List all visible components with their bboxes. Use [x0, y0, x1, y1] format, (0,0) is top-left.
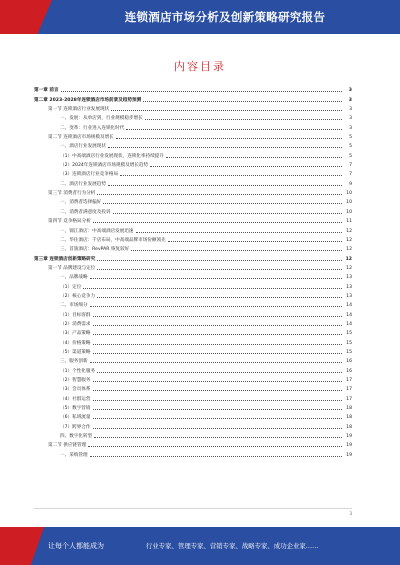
- toc-dot-leader: [143, 101, 342, 102]
- toc-entry-page: 10: [346, 209, 352, 215]
- toc-entry-page: 16: [346, 359, 352, 365]
- toc-dot-leader: [120, 175, 342, 176]
- toc-entry[interactable]: [34, 93, 352, 102]
- toc-entry-page: 19: [346, 434, 352, 440]
- toc-entry-text: （3）连锁酒店行业竞争格局: [60, 172, 119, 178]
- toc-entry-text: （1）中高端酒店行业发展现状，连锁化率持续提升: [60, 153, 164, 159]
- toc-entry-page: 12: [346, 228, 352, 234]
- toc-dot-leader: [90, 306, 342, 307]
- toc-entry-text: 第一节 品牌建设与定位: [48, 265, 96, 271]
- toc-dot-leader: [93, 400, 343, 401]
- toc-entry-page: 17: [346, 378, 352, 383]
- toc-entry-page: 3: [348, 88, 352, 94]
- toc-dot-leader: [93, 222, 342, 223]
- toc-entry-page: 13: [346, 275, 352, 281]
- toc-entry[interactable]: [34, 243, 352, 252]
- toc-entry-text: （2）2024年连锁酒店市场规模及增长趋势: [60, 163, 149, 169]
- toc-entry[interactable]: [34, 392, 352, 401]
- toc-entry-text: （5）数字营销: [60, 406, 91, 412]
- toc-dot-leader: [90, 456, 342, 457]
- toc-entry-page: 14: [346, 312, 352, 318]
- toc-entry[interactable]: [34, 224, 352, 233]
- toc-dot-leader: [88, 446, 342, 447]
- toc-entry[interactable]: [34, 121, 352, 130]
- toc-entry-page: 10: [346, 200, 352, 206]
- toc-entry[interactable]: [34, 112, 352, 121]
- toc-entry[interactable]: [34, 308, 352, 317]
- toc-entry[interactable]: [34, 430, 352, 439]
- toc-entry-text: （1）目标客群: [60, 312, 91, 318]
- toc-entry[interactable]: [34, 196, 352, 205]
- toc-dot-leader: [108, 185, 342, 186]
- toc-entry-text: （4）社群运营: [60, 396, 91, 402]
- toc-entry-page: 19: [346, 452, 352, 458]
- toc-entry-text: 一、锦江酒店：中高端酒店发展迅速: [60, 228, 134, 234]
- toc-entry[interactable]: [34, 252, 352, 261]
- toc-entry-page: 17: [346, 396, 352, 402]
- toc-entry-text: （2）消费需求: [60, 321, 91, 327]
- toc-entry-page: 3: [349, 125, 352, 131]
- toc-entry[interactable]: [34, 140, 352, 149]
- toc-entry[interactable]: [34, 159, 352, 168]
- toc-entry[interactable]: [34, 299, 352, 308]
- footer-tagline: 行业专家、管理专家、营销专家、战略专家、成功企业家……: [146, 542, 319, 550]
- toc-entry-page: 5: [349, 144, 352, 150]
- toc-dot-leader: [93, 344, 343, 345]
- toc-entry-page: 3: [349, 116, 352, 122]
- toc-entry-page: 5: [349, 153, 352, 159]
- page-number: 3: [349, 511, 352, 516]
- toc-dot-leader: [97, 269, 342, 270]
- toc-entry[interactable]: [34, 103, 352, 112]
- toc-entry[interactable]: [34, 402, 352, 411]
- toc-entry[interactable]: [34, 327, 352, 336]
- toc-entry[interactable]: [34, 271, 352, 280]
- toc-dot-leader: [83, 288, 342, 289]
- toc-entry-text: 第一章 前言: [34, 88, 59, 94]
- toc-entry-text: （2）智慧服务: [60, 378, 91, 383]
- toc-entry[interactable]: [34, 215, 352, 224]
- toc-entry-text: 第二节 连锁酒店市场规模及增长: [48, 135, 114, 141]
- toc-entry-text: 一、品牌战略: [60, 275, 88, 281]
- toc-entry[interactable]: [34, 364, 352, 373]
- toc-entry[interactable]: [34, 280, 352, 289]
- toc-dot-leader: [111, 110, 342, 111]
- toc-entry-text: 二、消费者满意度及投诉: [60, 209, 111, 215]
- toc-entry-page: 15: [346, 331, 352, 337]
- toc-entry-text: （5）渠道策略: [60, 349, 91, 355]
- toc-dot-leader: [93, 428, 343, 429]
- toc-entry-text: 一、采购管理: [60, 452, 88, 458]
- toc-entry-page: 14: [346, 303, 352, 309]
- toc-entry-text: 第三章 连锁酒店创新策略研究: [34, 256, 96, 262]
- table-of-contents: [34, 84, 352, 458]
- toc-entry-text: （4）价格策略: [60, 340, 91, 346]
- toc-dot-leader: [131, 250, 342, 251]
- toc-dot-leader: [97, 372, 342, 373]
- toc-entry-text: 一、酒店行业发展现状: [60, 144, 106, 150]
- toc-dot-leader: [93, 325, 343, 326]
- toc-entry[interactable]: [34, 149, 352, 158]
- toc-entry-page: 13: [346, 293, 352, 299]
- toc-entry[interactable]: [34, 346, 352, 355]
- toc-entry[interactable]: [34, 177, 352, 186]
- toc-entry-text: （7）跨界合作: [60, 424, 91, 430]
- toc-entry-page: 17: [346, 387, 352, 393]
- toc-dot-leader: [145, 119, 342, 120]
- toc-entry-page: 18: [346, 406, 352, 412]
- toc-entry-text: 第一节 连锁酒店行业发展现状: [48, 107, 110, 113]
- toc-dot-leader: [116, 138, 342, 139]
- toc-entry[interactable]: [34, 84, 352, 93]
- toc-entry-text: 第二章 2023-2028年连锁酒店市场前景及趋势预测: [34, 97, 142, 103]
- toc-dot-leader: [103, 203, 342, 204]
- toc-entry-page: 12: [346, 247, 352, 253]
- toc-entry[interactable]: [34, 439, 352, 448]
- toc-dot-leader: [93, 381, 343, 382]
- toc-entry[interactable]: [34, 374, 352, 383]
- toc-entry-page: 10: [346, 191, 352, 197]
- toc-entry-text: （3）会员体系: [60, 387, 91, 393]
- toc-entry-page: 3: [349, 107, 352, 113]
- toc-entry-page: 18: [346, 424, 352, 430]
- toc-dot-leader: [61, 91, 342, 92]
- toc-entry-page: 19: [346, 443, 352, 449]
- toc-dot-leader: [126, 129, 342, 130]
- toc-entry-page: 12: [345, 256, 352, 262]
- toc-dot-leader: [97, 297, 342, 298]
- report-title: 连锁酒店市场分析及创新策略研究报告: [124, 10, 326, 24]
- toc-entry-text: 三、首旅酒店：RevPAR 恢复较好: [60, 247, 130, 253]
- toc-entry-page: 5: [349, 135, 352, 141]
- toc-entry[interactable]: [34, 420, 352, 429]
- toc-dot-leader: [150, 166, 342, 167]
- toc-dot-leader: [136, 232, 342, 233]
- toc-entry-page: 12: [346, 265, 352, 271]
- toc-entry-text: （1）个性化服务: [60, 368, 96, 374]
- toc-dot-leader: [93, 418, 343, 419]
- toc-dot-leader: [93, 334, 343, 335]
- toc-dot-leader: [93, 353, 343, 354]
- toc-entry[interactable]: [34, 355, 352, 364]
- toc-entry-text: （6）私域流量: [60, 415, 91, 421]
- toc-dot-leader: [90, 362, 342, 363]
- footer-divider: [34, 508, 352, 509]
- toc-entry-text: 三、服务创新: [60, 359, 88, 365]
- toc-entry-text: 四、数字化转型: [60, 434, 93, 440]
- toc-dot-leader: [113, 213, 342, 214]
- toc-entry-page: 15: [346, 349, 352, 355]
- toc-entry-page: 12: [346, 237, 352, 243]
- toc-entry[interactable]: [34, 290, 352, 299]
- toc-entry-page: 3: [348, 97, 352, 103]
- toc-entry-page: 11: [346, 219, 352, 225]
- toc-dot-leader: [108, 147, 342, 148]
- toc-entry[interactable]: [34, 234, 352, 243]
- toc-entry-page: 15: [346, 340, 352, 346]
- toc-entry[interactable]: [34, 205, 352, 214]
- toc-dot-leader: [168, 241, 342, 242]
- toc-entry[interactable]: [34, 168, 352, 177]
- toc-dot-leader: [90, 278, 342, 279]
- toc-dot-leader: [93, 390, 343, 391]
- toc-entry-page: 13: [346, 284, 352, 290]
- toc-dot-leader: [94, 437, 342, 438]
- toc-entry[interactable]: [34, 448, 352, 457]
- toc-entry-text: 一、消费者选择偏好: [60, 200, 102, 206]
- toc-entry[interactable]: [34, 318, 352, 327]
- toc-entry-text: 二、市场细分: [60, 303, 88, 309]
- toc-entry-text: （2）核心竞争力: [60, 293, 96, 299]
- toc-entry-text: （3）产品策略: [60, 331, 91, 337]
- toc-dot-leader: [166, 157, 342, 158]
- footer-slogan: 让每个人都能成为: [48, 542, 104, 550]
- toc-entry[interactable]: [34, 411, 352, 420]
- toc-dot-leader: [97, 194, 342, 195]
- toc-entry-text: 第四节 竞争格局分析: [48, 219, 91, 225]
- toc-entry-text: 第二节 供应链管理: [48, 443, 87, 449]
- toc-entry-text: （1）定位: [60, 284, 82, 290]
- toc-entry[interactable]: [34, 383, 352, 392]
- toc-heading: 内容目录: [174, 60, 226, 73]
- toc-entry-text: 第三节 消费者行为分析: [48, 191, 96, 197]
- toc-entry[interactable]: [34, 131, 352, 140]
- toc-entry-page: 7: [349, 172, 352, 178]
- toc-entry-page: 16: [346, 368, 352, 374]
- toc-entry-page: 9: [349, 181, 352, 187]
- toc-entry-page: 18: [346, 415, 352, 421]
- toc-dot-leader: [93, 409, 343, 410]
- toc-entry[interactable]: [34, 262, 352, 271]
- toc-entry-page: 14: [346, 321, 352, 327]
- toc-entry[interactable]: [34, 187, 352, 196]
- toc-entry-text: 二、变革：行业进入连锁化时代: [60, 125, 125, 131]
- toc-entry-text: 二、酒店行业发展趋势: [60, 181, 106, 187]
- toc-entry-page: 7: [349, 163, 352, 169]
- toc-dot-leader: [97, 260, 342, 261]
- toc-dot-leader: [93, 316, 343, 317]
- toc-entry[interactable]: [34, 336, 352, 345]
- toc-entry-text: 一、发展：从单店到，行业规模稳步增长: [60, 116, 143, 122]
- toc-entry-text: 二、华住酒店：千店布局，中高端品牌市场份额领先: [60, 237, 166, 243]
